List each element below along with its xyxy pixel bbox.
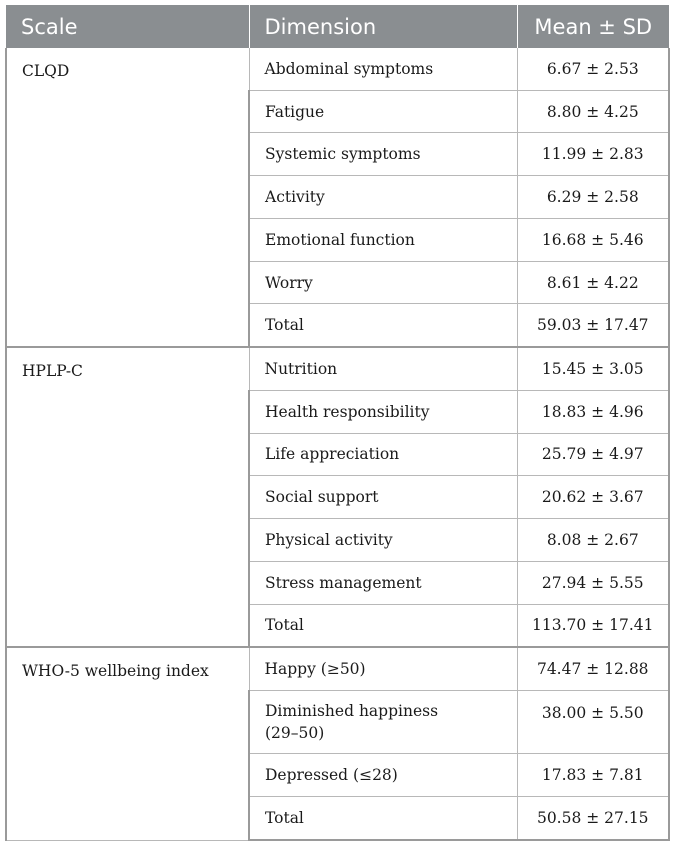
mean-sd-cell: 8.08 ± 2.67 [517, 519, 669, 562]
dimension-cell: Worry [249, 261, 517, 304]
dimension-cell: Physical activity [249, 519, 517, 562]
dimension-cell: Abdominal symptoms [249, 48, 517, 90]
mean-sd-cell: 27.94 ± 5.55 [517, 561, 669, 604]
scale-cell: CLQD [6, 48, 249, 347]
table-row [6, 647, 669, 690]
mean-sd-cell: 38.00 ± 5.50 [517, 691, 669, 754]
table-header [6, 5, 669, 48]
dimension-cell: Total [249, 797, 517, 840]
mean-sd-cell: 6.29 ± 2.58 [517, 176, 669, 219]
header-row [6, 5, 669, 48]
dimension-cell: Nutrition [249, 347, 517, 390]
dimension-cell: Diminished happiness (29–50) [249, 691, 517, 754]
mean-sd-cell: 20.62 ± 3.67 [517, 476, 669, 519]
data-table [5, 5, 670, 841]
mean-sd-cell: 74.47 ± 12.88 [517, 647, 669, 690]
dimension-cell: Activity [249, 176, 517, 219]
mean-sd-cell: 18.83 ± 4.96 [517, 390, 669, 433]
dimension-cell: Social support [249, 476, 517, 519]
header-dimension: Dimension [249, 5, 517, 48]
mean-sd-cell: 11.99 ± 2.83 [517, 133, 669, 176]
scale-cell: WHO-5 wellbeing index [6, 647, 249, 840]
mean-sd-cell: 59.03 ± 17.47 [517, 304, 669, 347]
dimension-cell: Emotional function [249, 218, 517, 261]
dimension-cell: Total [249, 604, 517, 647]
mean-sd-cell: 16.68 ± 5.46 [517, 218, 669, 261]
scale-cell: HPLP-C [6, 347, 249, 647]
mean-sd-cell: 6.67 ± 2.53 [517, 48, 669, 90]
mean-sd-cell: 113.70 ± 17.41 [517, 604, 669, 647]
header-mean-sd: Mean ± SD [517, 5, 669, 48]
table-row [6, 347, 669, 390]
dimension-cell: Fatigue [249, 90, 517, 133]
dimension-cell: Life appreciation [249, 433, 517, 476]
mean-sd-cell: 8.80 ± 4.25 [517, 90, 669, 133]
dimension-cell: Total [249, 304, 517, 347]
dimension-cell: Health responsibility [249, 390, 517, 433]
dimension-cell: Stress management [249, 561, 517, 604]
table-body [6, 48, 669, 840]
mean-sd-cell: 8.61 ± 4.22 [517, 261, 669, 304]
dimension-cell: Systemic symptoms [249, 133, 517, 176]
mean-sd-cell: 25.79 ± 4.97 [517, 433, 669, 476]
dimension-cell: Happy (≥50) [249, 647, 517, 690]
mean-sd-cell: 17.83 ± 7.81 [517, 754, 669, 797]
mean-sd-cell: 15.45 ± 3.05 [517, 347, 669, 390]
mean-sd-cell: 50.58 ± 27.15 [517, 797, 669, 840]
table-row [6, 48, 669, 90]
header-scale: Scale [6, 5, 249, 48]
dimension-cell: Depressed (≤28) [249, 754, 517, 797]
